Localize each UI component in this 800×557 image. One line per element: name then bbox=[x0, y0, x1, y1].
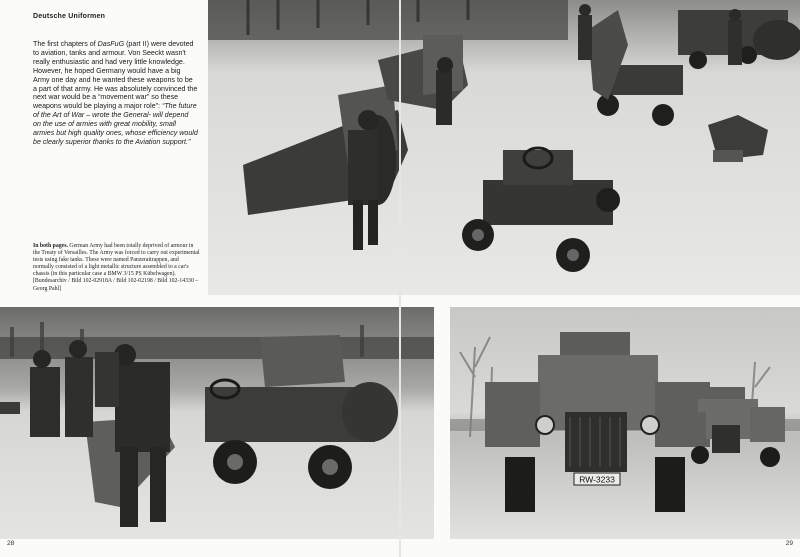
page-number-left: 28 bbox=[7, 540, 15, 547]
photo-top bbox=[208, 0, 800, 295]
dummy-tanks-snow-photo-icon bbox=[208, 0, 800, 295]
caption-lead: In both pages. bbox=[33, 243, 68, 249]
armoured-car-dummies-photo-icon bbox=[450, 307, 800, 539]
running-head: Deutsche Uniformen bbox=[33, 13, 106, 20]
soldiers-carrying-panels-photo-icon bbox=[0, 307, 434, 539]
photo-caption bbox=[33, 243, 201, 293]
page-gutter bbox=[399, 0, 401, 557]
caption-body: German Army had been totally deprived of armour in the Treaty of Versailles. The Army was forced to carry out experimental tests using fake tanks. These were named Panzerattrappen, and normally consisted of a light metallic structure assembled to a car's chassis (in this particular case a BMW 3/15 PS Kübelwagen). [Bundesarchiv / Bild 102-02918A / Bild 102-02198 / Bild 102-14330 – Georg Pahl] bbox=[33, 243, 200, 292]
intro-quote: “The future of the Art of War – wrote the General- will depend on the use of armies with great mobility, small armies but high quality ones, whose efficiency would be clearly superior thanks to the Aviation support.” bbox=[33, 102, 198, 146]
photo-bottom-left bbox=[0, 307, 434, 539]
intro-paragraph bbox=[33, 40, 198, 147]
license-plate: RW-3233 bbox=[579, 474, 615, 485]
page-number-right: 29 bbox=[785, 540, 793, 547]
intro-book-title: DasFuG bbox=[97, 40, 125, 48]
photo-bottom-right bbox=[450, 307, 800, 539]
intro-part1: The first chapters of bbox=[33, 40, 98, 48]
intro-part2: (part II) were devoted to aviation, tanks and armour. Von Seeckt wasn't really enthusiastic and had very little knowledge. However, he hoped Germany would have a big Army one day and he wanted these weapons to be a part of that army. He was absolutely convinced the next war would be a “movement war” so these weapons would be playing a major role”: bbox=[33, 40, 198, 111]
